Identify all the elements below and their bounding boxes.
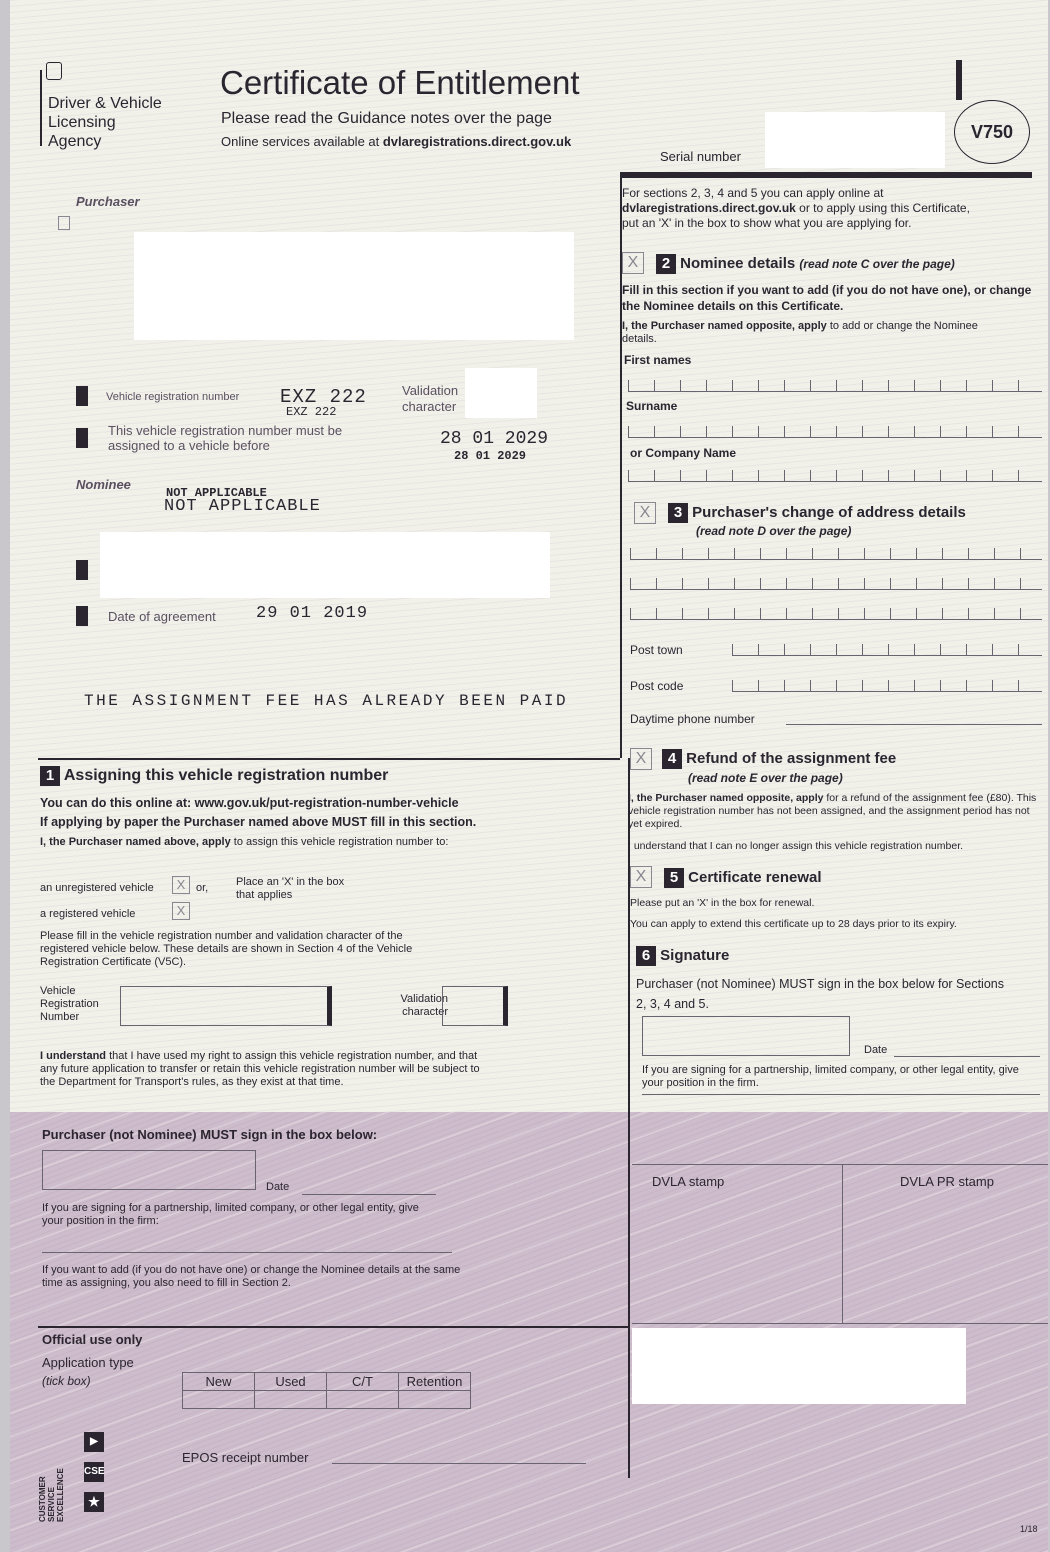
section2-apply: I, the Purchaser named opposite, apply to add or change the Nominee details. bbox=[622, 320, 978, 345]
s1-partnership: If you are signing for a partnership, limited company, or other legal entity, give your position in the firm: bbox=[42, 1202, 419, 1227]
section3-note: (read note D over the page) bbox=[696, 524, 852, 538]
dvla-stamp-label: DVLA stamp bbox=[652, 1174, 725, 1189]
nominee-value-small: NOT APPLICABLE bbox=[166, 486, 267, 500]
epos-line[interactable] bbox=[332, 1463, 586, 1464]
section5-heading: 5 Certificate renewal bbox=[664, 868, 822, 888]
registered-label: a registered vehicle bbox=[40, 908, 136, 920]
cse-badge: CSE bbox=[84, 1462, 104, 1482]
app-type-ct-tick[interactable] bbox=[327, 1391, 399, 1409]
section4-apply: I, the Purchaser named opposite, apply for a refund of the assignment fee (£80). This vehicle registration number has not been assigned, and the assignment period has not yet expired. bbox=[628, 792, 1037, 830]
app-type-retention-tick[interactable] bbox=[399, 1391, 471, 1409]
official-title: Official use only bbox=[42, 1332, 143, 1347]
section2-fill: Fill in this section if you want to add (if you do not have one), or change the Nominee details on this Certificate. bbox=[622, 283, 1032, 313]
purchaser-redaction bbox=[134, 232, 574, 340]
s6-date-label: Date bbox=[864, 1044, 888, 1056]
barcode-redaction bbox=[632, 1328, 966, 1404]
assign-before-marker bbox=[76, 428, 88, 448]
nominee-redaction bbox=[100, 532, 550, 598]
company-input[interactable] bbox=[628, 470, 1042, 482]
s6-signature-box[interactable] bbox=[642, 1016, 850, 1056]
surname-input[interactable] bbox=[628, 426, 1042, 438]
first-names-label: First names bbox=[624, 353, 692, 367]
nominee-marker bbox=[76, 560, 88, 580]
app-type-used-tick[interactable] bbox=[255, 1391, 327, 1409]
dvla-pr-stamp-label: DVLA PR stamp bbox=[900, 1174, 994, 1189]
header-thick-rule bbox=[620, 172, 1032, 178]
right-intro: For sections 2, 3, 4 and 5 you can apply online at dvlaregistrations.direct.gov.uk or to apply using this Certificate, put an 'X' in the box to show what you are applying for. bbox=[622, 186, 970, 230]
post-town-input[interactable] bbox=[732, 644, 1042, 656]
s1-signature-box[interactable] bbox=[42, 1150, 256, 1190]
agency-name: Driver & Vehicle Licensing Agency bbox=[48, 95, 162, 150]
registered-checkbox[interactable]: X bbox=[172, 902, 190, 920]
vrn-label: Vehicle registration number bbox=[106, 391, 240, 403]
page-title: Certificate of Entitlement bbox=[220, 64, 580, 101]
assign-before-value: 28 01 2029 bbox=[440, 429, 549, 449]
subtitle: Please read the Guidance notes over the page bbox=[221, 110, 552, 127]
vrn-value-small: EXZ 222 bbox=[286, 405, 337, 419]
purchaser-box bbox=[58, 216, 70, 230]
assign-before-label: This vehicle registration number must be assigned to a vehicle before bbox=[108, 423, 343, 453]
validation-redaction bbox=[465, 368, 537, 418]
app-type-new: New bbox=[183, 1373, 255, 1391]
validation-label: Validation character bbox=[402, 383, 459, 414]
agency-rule bbox=[40, 70, 42, 146]
section1-fill-in: Please fill in the vehicle registration number and validation character of the registered vehicle below. These details are shown in Section 4 of the Vehicle Registration Certificate (V5C). bbox=[40, 930, 413, 968]
unregistered-label: an unregistered vehicle bbox=[40, 882, 154, 894]
vrn-marker bbox=[76, 386, 88, 406]
application-type-label: Application type bbox=[42, 1355, 134, 1370]
s1-position-line[interactable] bbox=[42, 1252, 452, 1253]
s1-date-label: Date bbox=[266, 1181, 290, 1193]
surname-label: Surname bbox=[626, 399, 678, 413]
form-code: V750 bbox=[954, 100, 1030, 164]
or-label: or, bbox=[196, 882, 209, 894]
section6-must: Purchaser (not Nominee) MUST sign in the box below for Sections 2, 3, 4 and 5. bbox=[636, 977, 1004, 1011]
s1-sign-label: Purchaser (not Nominee) MUST sign in the box below: bbox=[42, 1127, 378, 1142]
section4-checkbox[interactable]: X bbox=[630, 748, 652, 770]
application-type-table bbox=[182, 1372, 471, 1409]
s1-validation-input[interactable] bbox=[442, 986, 508, 1026]
stamp-divider bbox=[842, 1164, 843, 1324]
place-x-hint: Place an 'X' in the box that applies bbox=[236, 876, 345, 901]
phone-input[interactable] bbox=[786, 724, 1042, 725]
company-label: or Company Name bbox=[630, 446, 737, 460]
s1-vrn-label: Vehicle Registration Number bbox=[40, 985, 99, 1023]
section3-checkbox[interactable]: X bbox=[634, 502, 656, 524]
section2-heading: 2 Nominee details (read note C over the page) bbox=[656, 254, 955, 274]
app-type-retention: Retention bbox=[399, 1373, 471, 1391]
s1-vrn-input[interactable] bbox=[120, 986, 332, 1026]
s1-nominee-note: If you want to add (if you do not have one) or change the Nominee details at the same time as assigning, you also need to fill in Section 2. bbox=[42, 1264, 461, 1289]
section1-rule bbox=[38, 758, 620, 760]
fee-notice: THE ASSIGNMENT FEE HAS ALREADY BEEN PAID bbox=[84, 692, 569, 710]
section1-understand: I understand that I have used my right to assign this vehicle registration number, and that any future application to transfer or retain this vehicle registration number will be subject to the Department for Transport's rules, as they exist at that time. bbox=[40, 1050, 480, 1088]
play-icon: ▶ bbox=[84, 1432, 104, 1452]
star-icon: ★ bbox=[84, 1492, 104, 1512]
section1-paper: If applying by paper the Purchaser named above MUST fill in this section. bbox=[40, 815, 477, 829]
section1-heading: 1 Assigning this vehicle registration number bbox=[40, 766, 388, 786]
nominee-value: NOT APPLICABLE bbox=[164, 497, 321, 516]
section5-put: Please put an 'X' in the box for renewal. bbox=[630, 897, 815, 909]
section4-understand: I understand that I can no longer assign this vehicle registration number. bbox=[628, 840, 964, 852]
phone-label: Daytime phone number bbox=[630, 712, 755, 726]
tick-box-label: (tick box) bbox=[42, 1374, 91, 1388]
assign-before-small: 28 01 2029 bbox=[454, 449, 527, 463]
address-line-2[interactable] bbox=[630, 578, 1042, 590]
online-services: Online services available at dvlaregistrations.direct.gov.uk bbox=[221, 134, 572, 149]
section1-apply: I, the Purchaser named above, apply to assign this vehicle registration number to: bbox=[40, 836, 449, 848]
s6-date-line[interactable] bbox=[894, 1056, 1040, 1057]
address-line-3[interactable] bbox=[630, 608, 1042, 620]
section5-extend: You can apply to extend this certificate up to 28 days prior to its expiry. bbox=[630, 918, 957, 930]
date-agreement-value: 29 01 2019 bbox=[256, 604, 369, 623]
certificate-sheet bbox=[10, 0, 1048, 1552]
s1-date-line[interactable] bbox=[302, 1194, 436, 1195]
royal-crest-icon bbox=[46, 62, 62, 80]
post-code-label: Post code bbox=[630, 679, 684, 693]
section5-checkbox[interactable]: X bbox=[630, 866, 652, 888]
post-town-label: Post town bbox=[630, 643, 683, 657]
official-rule bbox=[38, 1326, 628, 1328]
app-type-new-tick[interactable] bbox=[183, 1391, 255, 1409]
address-line-1[interactable] bbox=[630, 548, 1042, 560]
serial-redaction bbox=[765, 112, 945, 168]
app-type-ct: C/T bbox=[327, 1373, 399, 1391]
page-number: 1/18 bbox=[1020, 1524, 1038, 1534]
vrn-value: EXZ 222 bbox=[280, 386, 367, 408]
purchaser-label: Purchaser bbox=[76, 194, 140, 209]
section1-online: You can do this online at: www.gov.uk/put-registration-number-vehicle bbox=[40, 796, 459, 810]
s6-position-line[interactable] bbox=[642, 1094, 1040, 1095]
post-code-input[interactable] bbox=[732, 680, 1042, 692]
section6-heading: 6 Signature bbox=[636, 946, 729, 966]
section2-checkbox[interactable]: X bbox=[622, 252, 644, 274]
nominee-label: Nominee bbox=[76, 477, 131, 492]
epos-label: EPOS receipt number bbox=[182, 1450, 309, 1465]
app-type-used: Used bbox=[255, 1373, 327, 1391]
date-marker bbox=[76, 606, 88, 626]
serial-label: Serial number bbox=[660, 149, 741, 164]
cse-text: CUSTOMER SERVICE EXCELLENCE bbox=[38, 1468, 65, 1522]
unregistered-checkbox[interactable]: X bbox=[172, 876, 190, 894]
section4-note: (read note E over the page) bbox=[688, 771, 843, 785]
section4-heading: 4 Refund of the assignment fee bbox=[662, 749, 896, 769]
header-marker bbox=[956, 60, 962, 100]
s1-validation-label: Validation character bbox=[400, 993, 448, 1018]
section6-partnership: If you are signing for a partnership, limited company, or other legal entity, give your position in the firm. bbox=[642, 1064, 1019, 1089]
date-agreement-label: Date of agreement bbox=[108, 609, 216, 624]
section3-heading: 3 Purchaser's change of address details bbox=[668, 503, 966, 523]
first-names-input[interactable] bbox=[628, 380, 1042, 392]
